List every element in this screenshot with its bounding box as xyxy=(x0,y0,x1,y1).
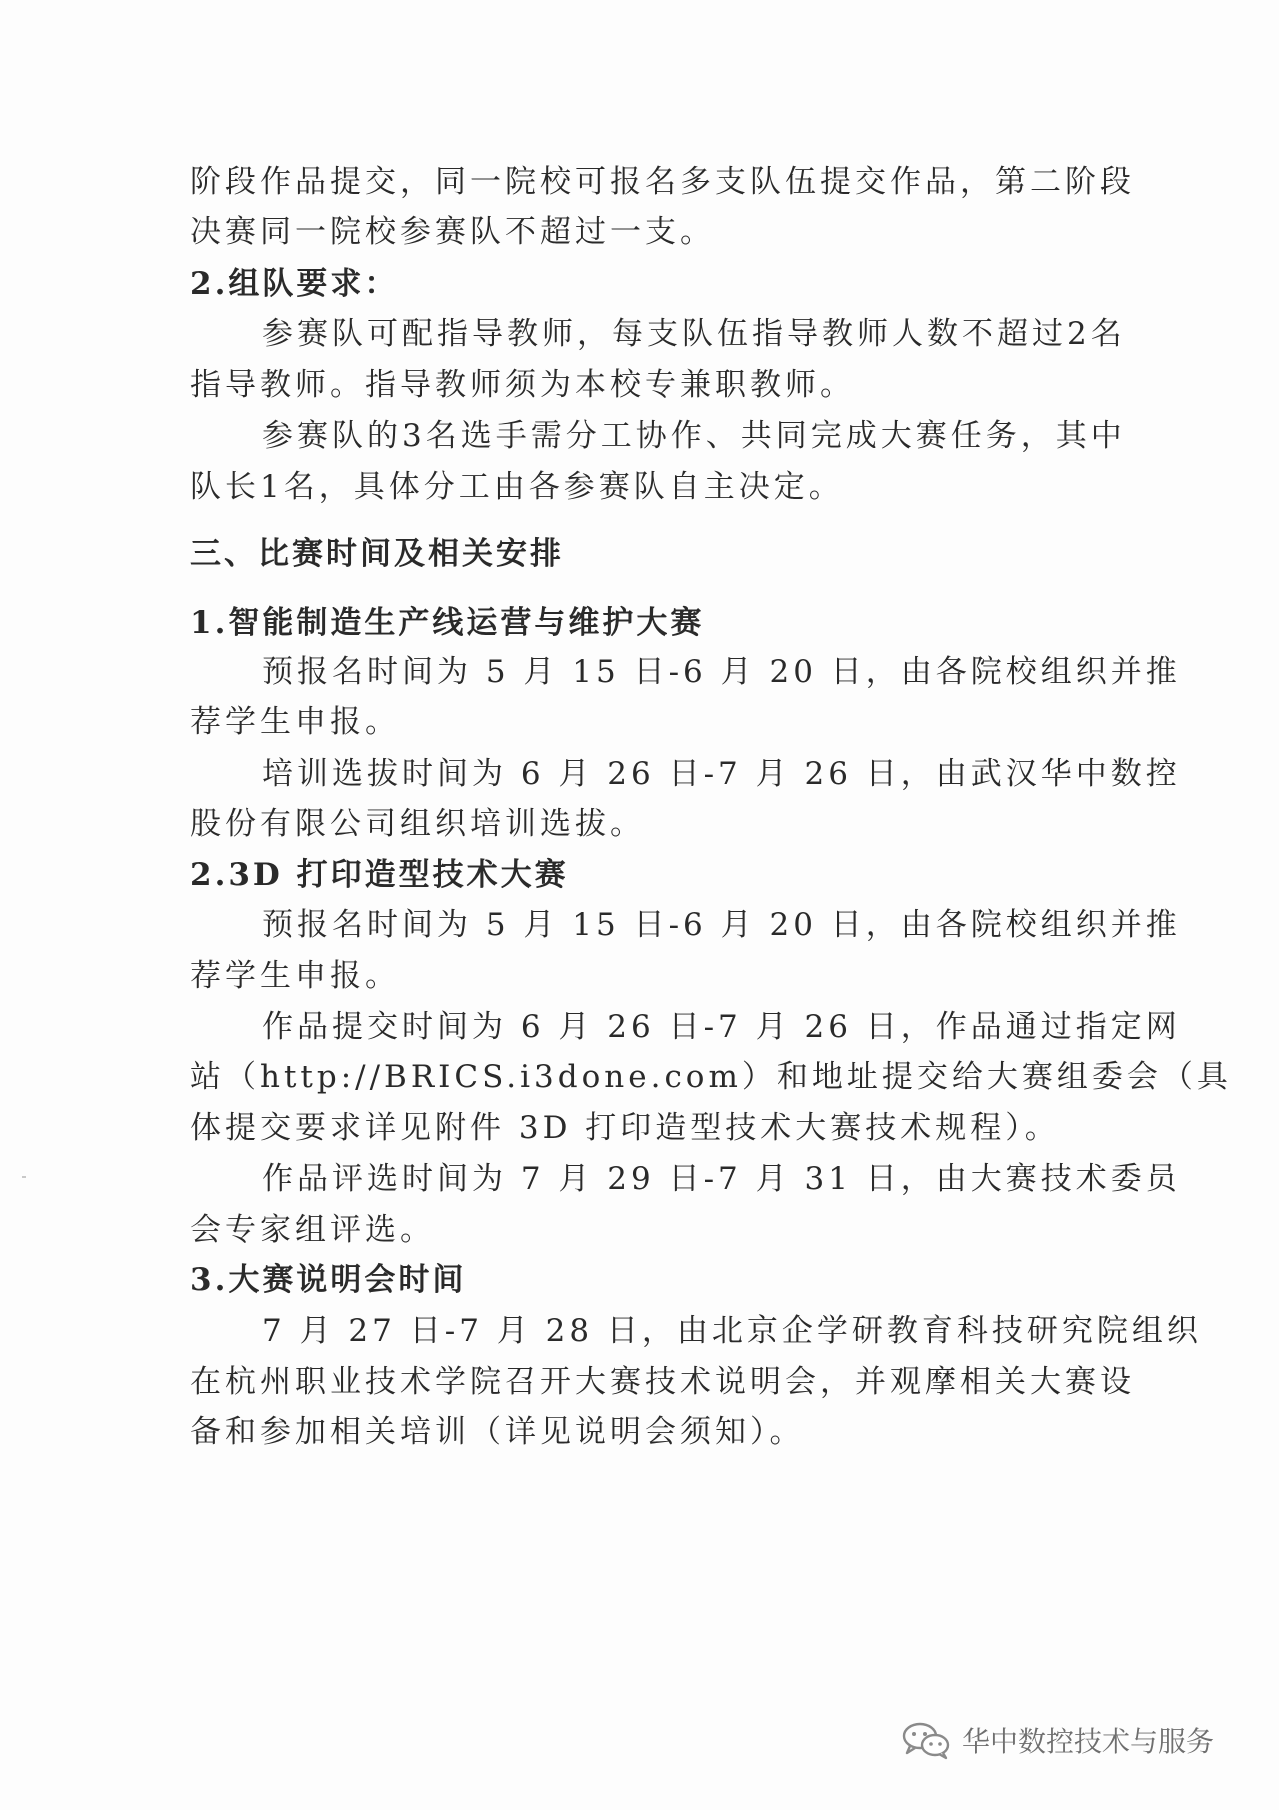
paragraph-line: 参赛队可配指导教师，每支队伍指导教师人数不超过2名 xyxy=(262,316,1126,352)
wechat-watermark xyxy=(900,1716,1214,1764)
paragraph-line: 股份有限公司组织培训选拔。 xyxy=(190,806,645,842)
paragraph-line: 在杭州职业技术学院召开大赛技术说明会，并观摩相关大赛设 xyxy=(190,1364,1135,1400)
subsection-heading-3d-printing: 2.3D 打印造型技术大赛 xyxy=(190,857,569,893)
paragraph-line: 预报名时间为 5 月 15 日-6 月 20 日，由各院校组织并推 xyxy=(262,654,1181,690)
paragraph-line: 培训选拔时间为 6 月 26 日-7 月 26 日，由武汉华中数控 xyxy=(262,756,1181,792)
wechat-icon xyxy=(900,1720,952,1760)
paragraph-line: 决赛同一院校参赛队不超过一支。 xyxy=(190,214,715,250)
paragraph-line: 队长1名，具体分工由各参赛队自主决定。 xyxy=(190,469,844,505)
paragraph-line: 作品提交时间为 6 月 26 日-7 月 26 日，作品通过指定网 xyxy=(262,1009,1181,1045)
section-heading-schedule: 三、比赛时间及相关安排 xyxy=(190,536,564,572)
paragraph-line: 荐学生申报。 xyxy=(190,704,400,740)
subsection-heading-briefing: 3.大赛说明会时间 xyxy=(190,1262,467,1298)
section-heading-team-requirements: 2.组队要求： xyxy=(190,266,399,302)
paragraph-line: 会专家组评选。 xyxy=(190,1212,435,1248)
paragraph-line: 预报名时间为 5 月 15 日-6 月 20 日，由各院校组织并推 xyxy=(262,907,1181,943)
watermark-text: 华中数控技术与服务 xyxy=(962,1725,1215,1758)
paragraph-line: 备和参加相关培训（详见说明会须知）。 xyxy=(190,1414,805,1450)
paragraph-line: 指导教师。指导教师须为本校专兼职教师。 xyxy=(190,367,855,403)
scan-speck xyxy=(22,1176,26,1178)
paragraph-line: 7 月 27 日-7 月 28 日，由北京企学研教育科技研究院组织 xyxy=(262,1313,1202,1349)
paragraph-line: 体提交要求详见附件 3D 打印造型技术大赛技术规程）。 xyxy=(190,1110,1060,1146)
paragraph-line: 参赛队的3名选手需分工协作、共同完成大赛任务，其中 xyxy=(262,418,1126,454)
paragraph-line: 作品评选时间为 7 月 29 日-7 月 31 日，由大赛技术委员 xyxy=(262,1161,1181,1197)
paragraph-line: 阶段作品提交，同一院校可报名多支队伍提交作品，第二阶段 xyxy=(190,164,1135,200)
subsection-heading-smart-manufacturing: 1.智能制造生产线运营与维护大赛 xyxy=(190,605,705,641)
paragraph-line: 站（http://BRICS.i3done.com）和地址提交给大赛组委会（具 xyxy=(190,1059,1232,1095)
paragraph-line: 荐学生申报。 xyxy=(190,958,400,994)
